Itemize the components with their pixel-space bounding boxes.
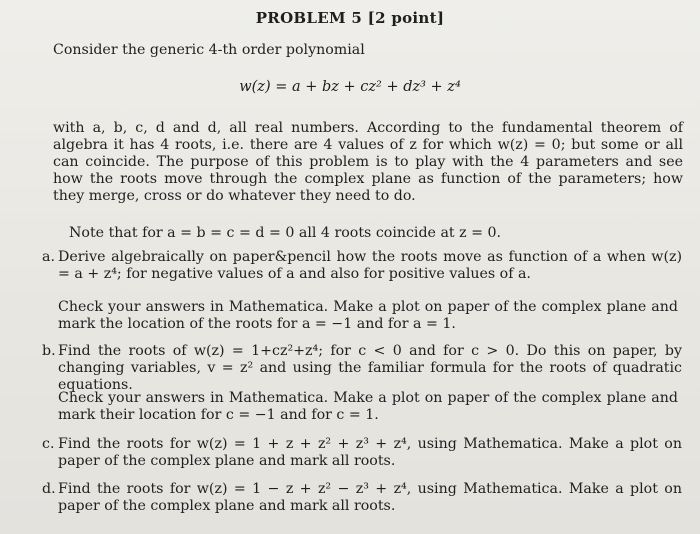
item-label: c. — [42, 436, 55, 452]
item-a-check: Check your answers in Mathematica. Make a plot on paper of the complex plane and mark the location of the roots for a = −1 and for a = 1. — [58, 299, 678, 332]
item-label: d. — [42, 481, 56, 497]
item-label: a. — [42, 249, 55, 265]
item-label: b. — [42, 343, 56, 359]
intro-text: Consider the generic 4-th order polynomial — [53, 42, 365, 58]
item-text: Find the roots for w(z) = 1 + z + z² + z³ + z⁴, using Mathematica. Make a plot on paper of the complex plane and mark all roots. — [58, 436, 682, 469]
item-b-check: Check your answers in Mathematica. Make a plot on paper of the complex plane and mark their location for c = −1 and for c = 1. — [58, 390, 678, 423]
note-paragraph: Note that for a = b = c = d = 0 all 4 roots coincide at z = 0. — [69, 225, 502, 241]
problem-title: PROBLEM 5 [2 point] — [255, 9, 445, 27]
polynomial-formula: w(z) = a + bz + cz² + dz³ + z⁴ — [239, 79, 461, 95]
item-text: Find the roots of w(z) = 1+cz²+z⁴; for c < 0 and for c > 0. Do this on paper, by changing variables, v = z² and using the familiar formula for the roots of quadratic equations. — [58, 343, 682, 393]
item-text: Derive algebraically on paper&pencil how the roots move as function of a when w(z) = a + z⁴; for negative values of a and also for positive values of a. — [58, 249, 682, 282]
item-text: Find the roots for w(z) = 1 − z + z² − z³ + z⁴, using Mathematica. Make a plot on paper of the complex plane and mark all roots. — [58, 481, 682, 514]
description-paragraph: with a, b, c, d and d, all real numbers. According to the fundamental theorem of algebra it has 4 roots, i.e. there are 4 values of z for which w(z) = 0; but some or all can coincide. The purpose of this problem is to play with the 4 parameters and see how the roots move through the complex plane as function of the parameters; how they merge, cross or do whatever they need to do. — [53, 120, 683, 204]
